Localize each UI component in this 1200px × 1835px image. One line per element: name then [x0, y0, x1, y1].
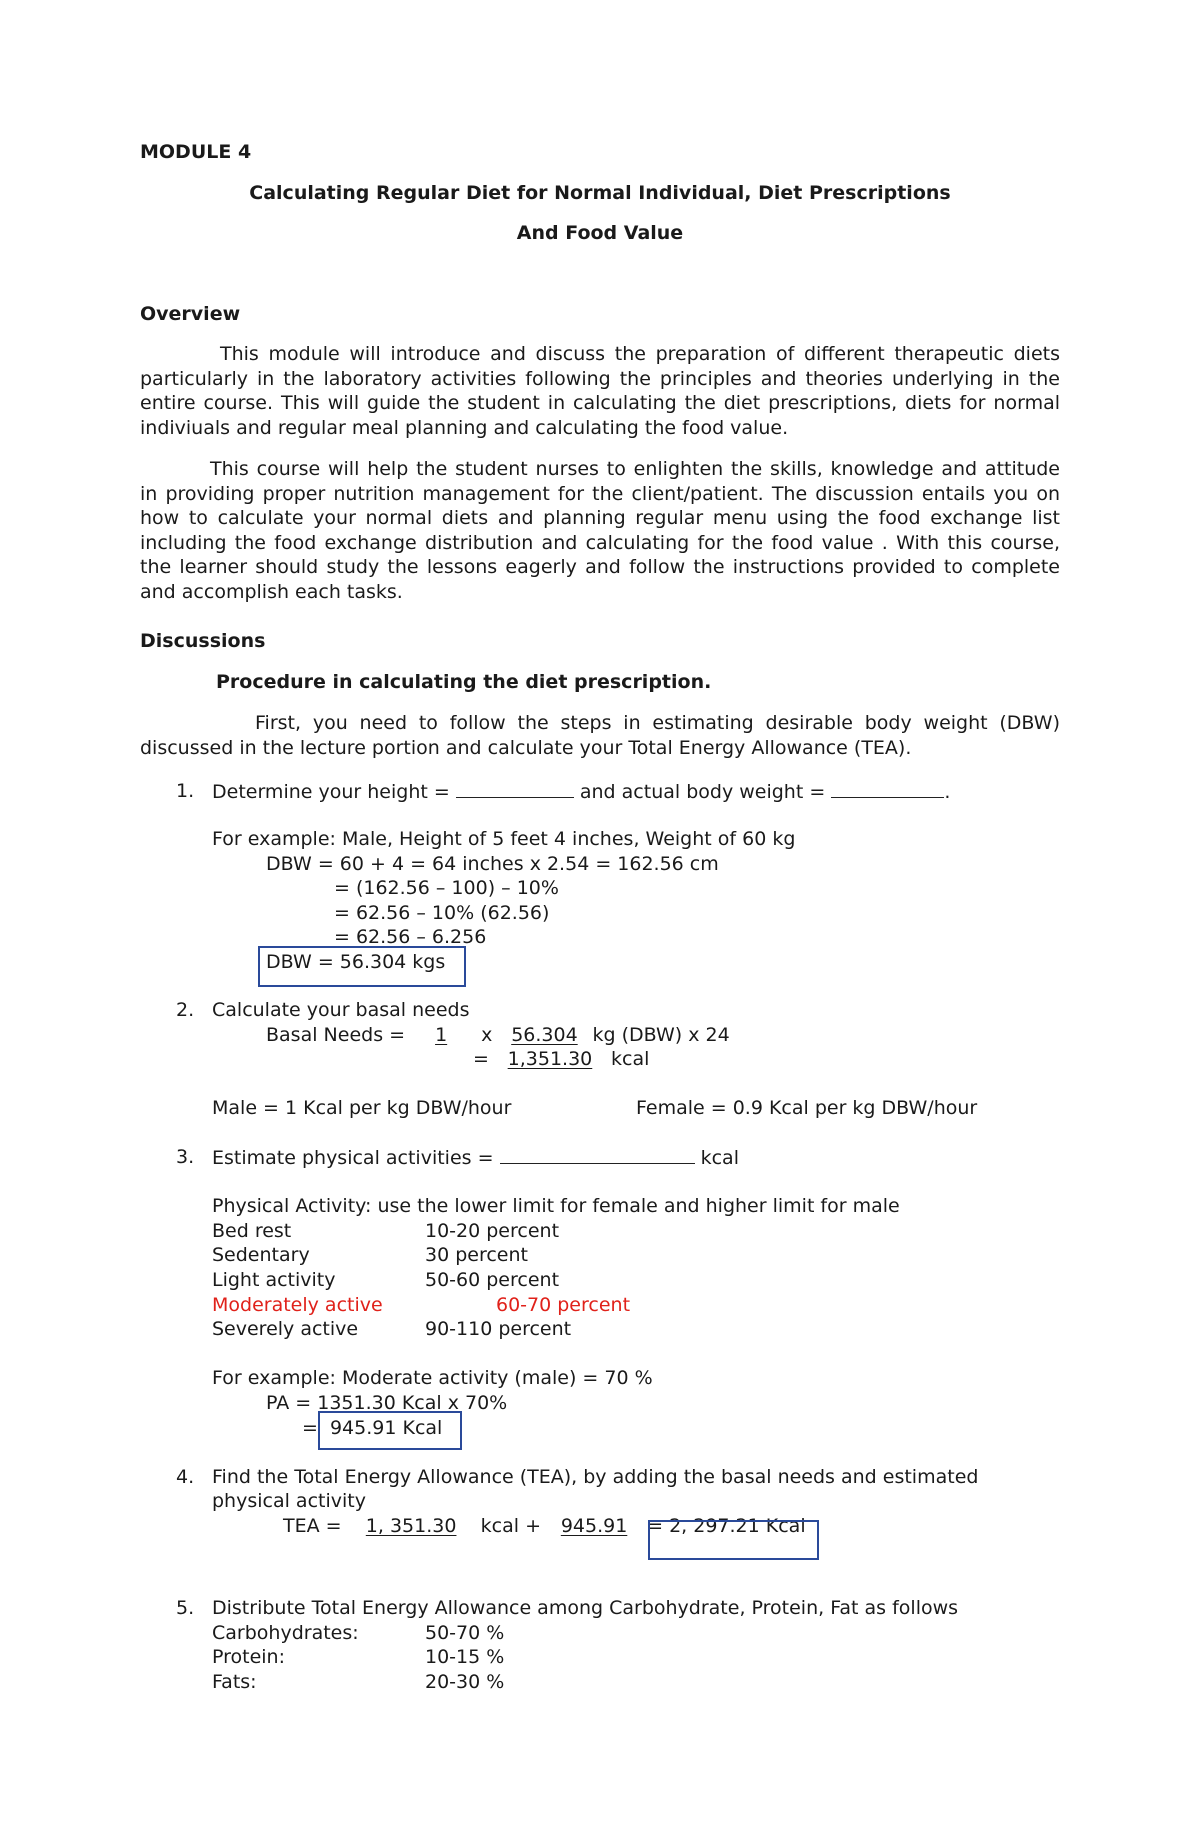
- discussions-heading: Discussions: [140, 630, 266, 652]
- activity-range: 50-60 percent: [425, 1269, 560, 1291]
- title-line-2: And Food Value: [516, 222, 684, 244]
- dbw-result-box: [258, 946, 466, 987]
- dbw-calc-2: = (162.56 – 100) – 10%: [334, 877, 559, 899]
- pa-blank[interactable]: [500, 1145, 695, 1164]
- activity-name-highlighted: Moderately active: [212, 1294, 383, 1316]
- overview-heading: Overview: [140, 303, 241, 325]
- step-4-line-1: Find the Total Energy Allowance (TEA), by adding the basal needs and estimated: [212, 1466, 979, 1488]
- activity-name: Sedentary: [212, 1244, 310, 1266]
- basal-dbw-unit: kg (DBW) x 24: [592, 1024, 730, 1046]
- height-blank[interactable]: [456, 779, 574, 798]
- times-sign: x: [481, 1024, 493, 1046]
- tea-result: 2, 297.21 Kcal: [669, 1515, 806, 1537]
- height-label: Determine your height =: [212, 781, 450, 803]
- discussions-intro: First, you need to follow the steps in estimating desirable body weight (DBW) discussed in the lecture portion and calculate your Total Energy Allowance (TEA).: [140, 712, 1060, 759]
- pa-intro: Physical Activity: use the lower limit for female and higher limit for male: [212, 1195, 900, 1217]
- tea-label: TEA =: [283, 1515, 342, 1537]
- basal-result: 1,351.30: [507, 1048, 593, 1070]
- activity-name: Light activity: [212, 1269, 336, 1291]
- macro-range: 20-30 %: [425, 1671, 505, 1693]
- pa-label: Estimate physical activities =: [212, 1147, 494, 1169]
- step-1-text: [212, 779, 950, 805]
- activity-range: 30 percent: [425, 1244, 528, 1266]
- macro-name: Carbohydrates:: [212, 1622, 359, 1644]
- step-1-period: .: [944, 781, 951, 803]
- step-4-line-2: physical activity: [212, 1490, 366, 1512]
- step-5-text: Distribute Total Energy Allowance among Carbohydrate, Protein, Fat as follows: [212, 1597, 959, 1619]
- step-3-number: 3.: [176, 1146, 195, 1168]
- activity-name: Bed rest: [212, 1220, 292, 1242]
- tea-pa: 945.91: [560, 1515, 628, 1537]
- basal-equals: =: [473, 1048, 489, 1070]
- tea-plus: kcal +: [480, 1515, 542, 1537]
- tea-result-box: [648, 1520, 819, 1560]
- pa-result: 945.91 Kcal: [329, 1417, 443, 1439]
- pa-result-box: [318, 1411, 462, 1450]
- basal-dbw-value: 56.304: [511, 1024, 578, 1046]
- weight-blank[interactable]: [831, 779, 944, 798]
- dbw-calc-3: = 62.56 – 10% (62.56): [334, 902, 550, 924]
- activity-range-highlighted: 60-70 percent: [496, 1294, 631, 1316]
- module-number: MODULE 4: [140, 141, 252, 163]
- basal-result-unit: kcal: [611, 1048, 650, 1070]
- overview-paragraph-1: This module will introduce and discuss the preparation of different therapeutic diets particularly in the laboratory activities following the principles and theories underlying in the entire course. This will guide the student in calculating the diet prescriptions, diets for normal indiviuals and regular meal planning and calculating the food value.: [140, 343, 1060, 439]
- activity-range: 10-20 percent: [425, 1220, 560, 1242]
- step-2-number: 2.: [176, 999, 195, 1021]
- basal-result-line: [473, 1047, 649, 1072]
- overview-paragraph-2: This course will help the student nurses to enlighten the skills, knowledge and attitude in providing proper nutrition management for the client/patient. The discussion entails you on how to calculate your normal diets and planning regular menu using the food exchange list including the food exchange distribution and calculating for the food value . With this course, the learner should study the lessons eagerly and follow the instructions provided to complete and accomplish each tasks.: [140, 458, 1060, 603]
- step-2-text: Calculate your basal needs: [212, 999, 470, 1021]
- pa-calc: PA = 1351.30 Kcal x 70%: [266, 1392, 508, 1414]
- pa-equals: =: [302, 1417, 318, 1439]
- basal-factor: 1: [435, 1024, 448, 1046]
- female-rate: Female = 0.9 Kcal per kg DBW/hour: [636, 1097, 978, 1119]
- macro-range: 50-70 %: [425, 1622, 505, 1644]
- male-rate: Male = 1 Kcal per kg DBW/hour: [212, 1097, 512, 1119]
- macro-name: Fats:: [212, 1671, 257, 1693]
- step-1-example: For example: Male, Height of 5 feet 4 inches, Weight of 60 kg: [212, 828, 796, 850]
- activity-range: 90-110 percent: [425, 1318, 572, 1340]
- step-5-number: 5.: [176, 1597, 195, 1619]
- step-4-number: 4.: [176, 1466, 195, 1488]
- step-1-number: 1.: [176, 780, 195, 802]
- procedure-subheading: Procedure in calculating the diet prescription.: [216, 671, 712, 693]
- basal-needs-calc: [266, 1023, 730, 1048]
- macro-range: 10-15 %: [425, 1646, 505, 1668]
- basal-needs-label: Basal Needs =: [266, 1024, 406, 1046]
- macro-name: Protein:: [212, 1646, 286, 1668]
- dbw-calc-4: = 62.56 – 6.256: [334, 926, 487, 948]
- dbw-calc-1: DBW = 60 + 4 = 64 inches x 2.54 = 162.56 cm: [266, 853, 719, 875]
- activity-name: Severely active: [212, 1318, 359, 1340]
- weight-label: and actual body weight =: [579, 781, 826, 803]
- pa-example: For example: Moderate activity (male) = 70 %: [212, 1367, 653, 1389]
- step-3-text: [212, 1145, 739, 1171]
- dbw-result: DBW = 56.304 kgs: [266, 951, 446, 973]
- tea-basal: 1, 351.30: [365, 1515, 457, 1537]
- pa-unit: kcal: [700, 1147, 739, 1169]
- title-line-1: Calculating Regular Diet for Normal Individual, Diet Prescriptions: [249, 182, 951, 204]
- tea-equals: =: [647, 1515, 664, 1537]
